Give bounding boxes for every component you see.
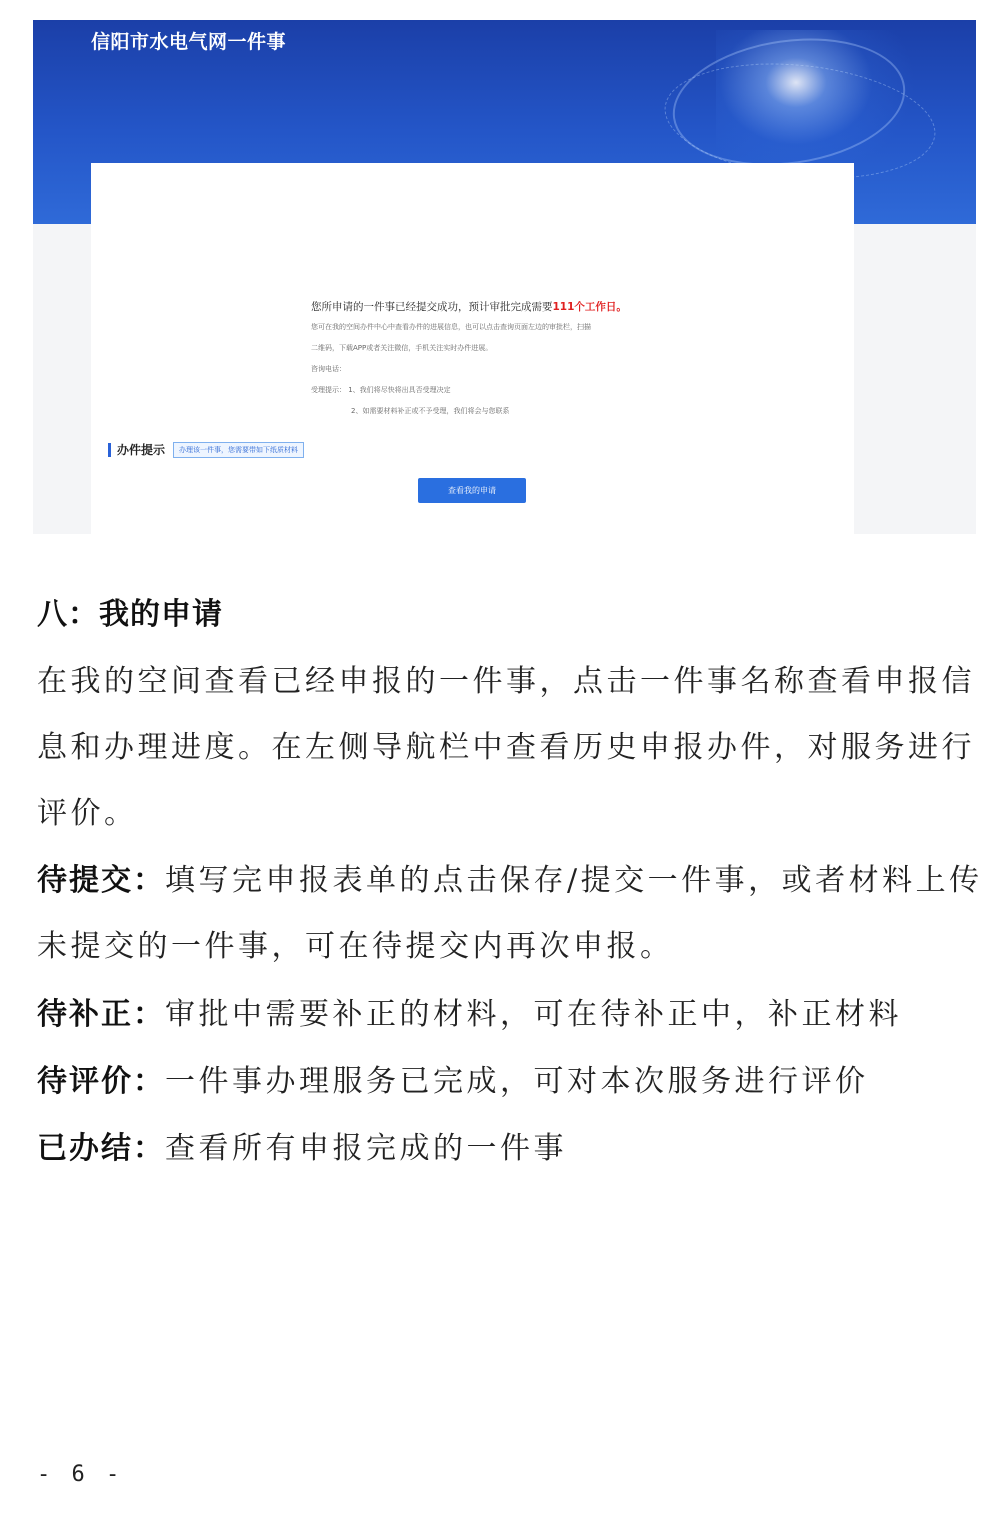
status-label: 已办结： xyxy=(37,1131,165,1166)
info-line: 二维码，下载APP或者关注微信，手机关注实时办件进展。 xyxy=(311,344,493,352)
info-line: 您可在我的空间办件中心中查看办件的进展信息，也可以点击查询页面左边的审批栏，扫描 xyxy=(311,323,591,331)
site-title: 信阳市水电气网一件事 xyxy=(91,31,287,53)
status-label: 待评价： xyxy=(37,1064,165,1099)
success-message-prefix: 您所申请的一件事已经提交成功，预计审批完成需要 xyxy=(311,301,553,313)
tip-label: 办件提示 xyxy=(117,443,166,457)
processing-days: 111个工作日。 xyxy=(552,301,627,313)
hotline-label: 咨询电话： xyxy=(311,365,346,373)
status-item-completed xyxy=(37,1116,987,1182)
success-message xyxy=(311,297,641,317)
view-my-application-button[interactable]: 查看我的申请 xyxy=(418,478,526,503)
result-card xyxy=(91,163,854,534)
acceptance-tip-2: 2、如需要材料补正或不予受理，我们将会与您联系 xyxy=(351,407,510,415)
tip-text: 办理该一件事，您需要带如下纸质材料 xyxy=(173,442,304,458)
status-label: 待提交： xyxy=(37,863,165,898)
tip-accent-bar xyxy=(108,443,111,457)
status-item-pending-review xyxy=(37,1049,987,1115)
page-number: - 6 - xyxy=(37,1462,124,1487)
embedded-screenshot xyxy=(33,20,976,534)
acceptance-tip-1: 受理提示： 1、我们将尽快将出具否受理决定 xyxy=(311,386,451,394)
status-item-pending-correction xyxy=(37,982,987,1048)
status-item-pending-submit xyxy=(37,848,987,980)
status-description: 一件事办理服务已完成，可对本次服务进行评价 xyxy=(165,1064,869,1099)
status-label: 待补正： xyxy=(37,997,165,1032)
handling-tip xyxy=(108,441,304,458)
intro-paragraph: 在我的空间查看已经申报的一件事，点击一件事名称查看申报信息和办理进度。在左侧导航栏中查看历史申报办件，对服务进行评价。 xyxy=(37,664,975,831)
section-heading: 八：我的申请 xyxy=(37,597,223,632)
status-description: 查看所有申报完成的一件事 xyxy=(165,1131,567,1166)
status-description: 审批中需要补正的材料，可在待补正中，补正材料 xyxy=(165,997,902,1032)
submission-message xyxy=(311,297,641,422)
status-description: 填写完申报表单的点击保存/提交一件事，或者材料上传未提交的一件事，可在待提交内再次申报。 xyxy=(37,863,983,964)
